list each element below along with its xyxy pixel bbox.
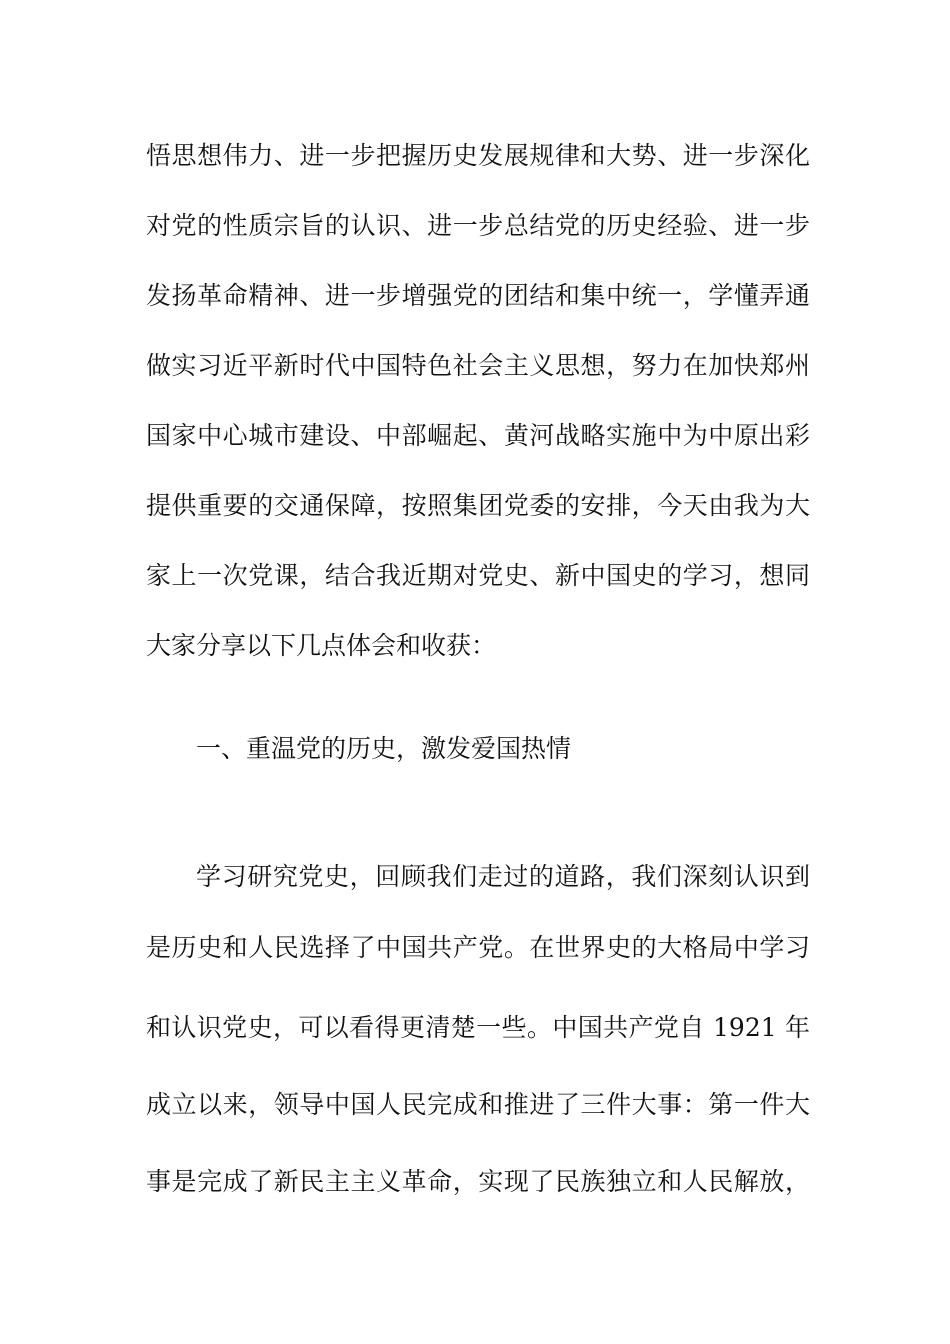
paragraph-line: 国家中心城市建设、中部崛起、黄河战略实施中为中原出彩 [146, 421, 810, 450]
paragraph-line: 大家分享以下几点体会和收获： [146, 631, 497, 660]
paragraph-line: 成立以来，领导中国人民完成和推进了三件大事：第一件大 [146, 1090, 810, 1119]
paragraph-line: 和认识党史，可以看得更清楚一些。中国共产党自 1921 年 [146, 1013, 810, 1042]
paragraph-line: 对党的性质宗旨的认识、进一步总结党的历史经验、进一步 [146, 211, 810, 240]
section-heading: 一、重温党的历史，激发爱国热情 [196, 734, 572, 763]
paragraph-line: 提供重要的交通保障，按照集团党委的安排，今天由我为大 [146, 491, 810, 520]
paragraph-line: 做实习近平新时代中国特色社会主义思想，努力在加快郑州 [146, 351, 810, 380]
paragraph-line: 家上一次党课，结合我近期对党史、新中国史的学习，想同 [146, 561, 810, 590]
paragraph-line: 悟思想伟力、进一步把握历史发展规律和大势、进一步深化 [146, 141, 810, 170]
paragraph-line: 发扬革命精神、进一步增强党的团结和集中统一，学懂弄通 [146, 281, 810, 310]
paragraph-line: 事是完成了新民主主义革命，实现了民族独立和人民解放， [146, 1167, 810, 1196]
paragraph-line: 是历史和人民选择了中国共产党。在世界史的大格局中学习 [146, 933, 810, 962]
paragraph-line: 学习研究党史，回顾我们走过的道路，我们深刻认识到 [196, 862, 810, 891]
